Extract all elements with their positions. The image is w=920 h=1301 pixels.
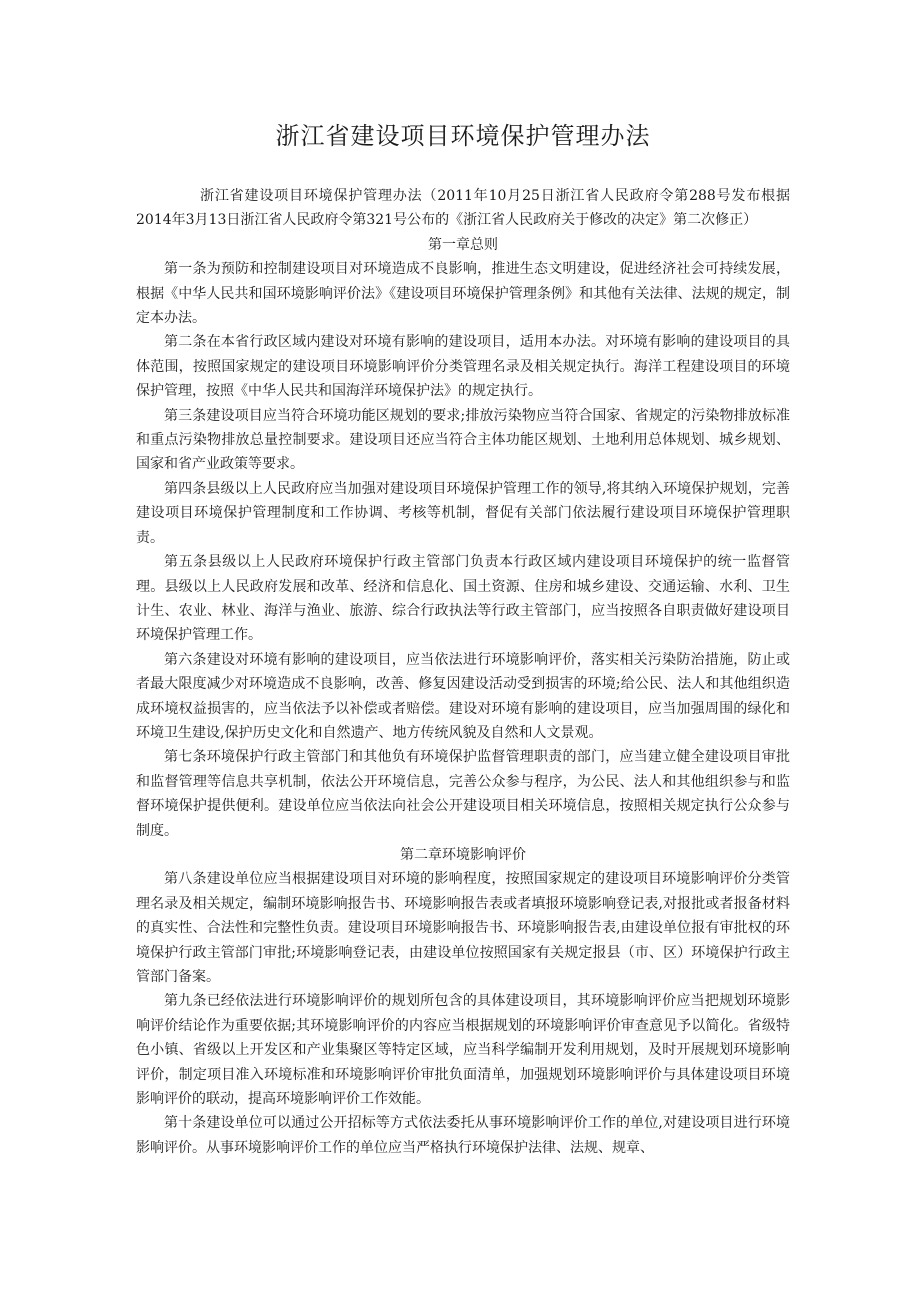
document-title: 浙江省建设项目环境保护管理办法 <box>275 122 651 150</box>
article-2: 第二条在本省行政区域内建设对环境有影响的建设项目，适用本办法。对环境有影响的建设项目的具体范围，按照国家规定的建设项目环境影响评价分类管理名录及相关规定执行。海洋工程建设项目的环境保护管理，按照《中华人民共和国海洋环境保护法》的规定执行。 <box>136 334 790 400</box>
article-10: 第十条建设单位可以通过公开招标等方式依法委托从事环境影响评价工作的单位,对建设项目进行环境影响评价。从事环境影响评价工作的单位应当严格执行环境保护法律、法规、规章、 <box>136 1115 790 1156</box>
article-5: 第五条县级以上人民政府环境保护行政主管部门负责本行政区域内建设项目环境保护的统一监督管理。县级以上人民政府发展和改革、经济和信息化、国土资源、住房和城乡建设、交通运输、水利、卫生计生、农业、林业、海洋与渔业、旅游、综合行政执法等行政主管部门，应当按照各自职责做好建设项目环境保护管理工作。 <box>136 554 790 644</box>
chapter-2 <box>136 843 790 1160</box>
document-page <box>136 118 790 1160</box>
article-6: 第六条建设对环境有影响的建设项目，应当依法进行环境影响评价，落实相关污染防治措施，防止或者最大限度减少对环境造成不良影响，改善、修复因建设活动受到损害的环境;给公民、法人和其他组织造成环境权益损害的，应当依法予以补偿或者赔偿。建设对环境有影响的建设项目，应当加强周围的绿化和环境卫生建设,保护历史文化和自然遗产、地方传统风貌及自然和人文景观。 <box>136 651 790 741</box>
article-7: 第七条环境保护行政主管部门和其他负有环境保护监督管理职责的部门，应当建立健全建设项目审批和监督管理等信息共享机制，依法公开环境信息，完善公众参与程序，为公民、法人和其他组织参与和监督环境保护提供便利。建设单位应当依法向社会公开建设项目相关环境信息，按照相关规定执行公众参与制度。 <box>136 749 790 839</box>
article-9: 第九条已经依法进行环境影响评价的规划所包含的具体建设项目，其环境影响评价应当把规划环境影响评价结论作为重要依据;其环境影响评价的内容应当根据规划的环境影响评价审查意见予以简化。省级特色小镇、省级以上开发区和产业集聚区等特定区域，应当科学编制开发利用规划，及时开展规划环境影响评价，制定项目准入环境标准和环境影响评价审批负面清单，加强规划环境影响评价与具体建设项目环境影响评价的联动，提高环境影响评价工作效能。 <box>136 993 790 1108</box>
chapter-heading: 第一章总则 <box>428 236 498 253</box>
article-4: 第四条县级以上人民政府应当加强对建设项目环境保护管理工作的领导,将其纳入环境保护规划，完善建设项目环境保护管理制度和工作协调、考核等机制，督促有关部门依法履行建设项目环境保护管理职责。 <box>136 480 790 546</box>
article-3: 第三条建设项目应当符合环境功能区规划的要求;排放污染物应当符合国家、省规定的污染物排放标准和重点污染物排放总量控制要求。建设项目还应当符合主体功能区规划、土地利用总体规划、城乡规划、国家和省产业政策等要求。 <box>136 407 790 473</box>
chapter-1 <box>136 233 790 843</box>
document-intro: 浙江省建设项目环境保护管理办法（2011年10月25日浙江省人民政府令第288号发布根据2014年3月13日浙江省人民政府令第321号公布的《浙江省人民政府关于修改的决定》第二次修正） <box>136 188 790 229</box>
article-1: 第一条为预防和控制建设项目对环境造成不良影响，推进生态文明建设，促进经济社会可持续发展，根据《中华人民共和国环境影响评价法》《建设项目环境保护管理条例》和其他有关法律、法规的规定，制定本办法。 <box>136 261 790 327</box>
article-8: 第八条建设单位应当根据建设项目对环境的影响程度，按照国家规定的建设项目环境影响评价分类管理名录及相关规定，编制环境影响报告书、环境影响报告表或者填报环境影响登记表,对报批或者报备材料的真实性、合法性和完整性负责。建设项目环境影响报告书、环境影响报告表,由建设单位报有审批权的环境保护行政主管部门审批;环境影响登记表，由建设单位按照国家有关规定报县（市、区）环境保护行政主管部门备案。 <box>136 871 790 985</box>
chapter-heading: 第二章环境影响评价 <box>400 846 526 863</box>
